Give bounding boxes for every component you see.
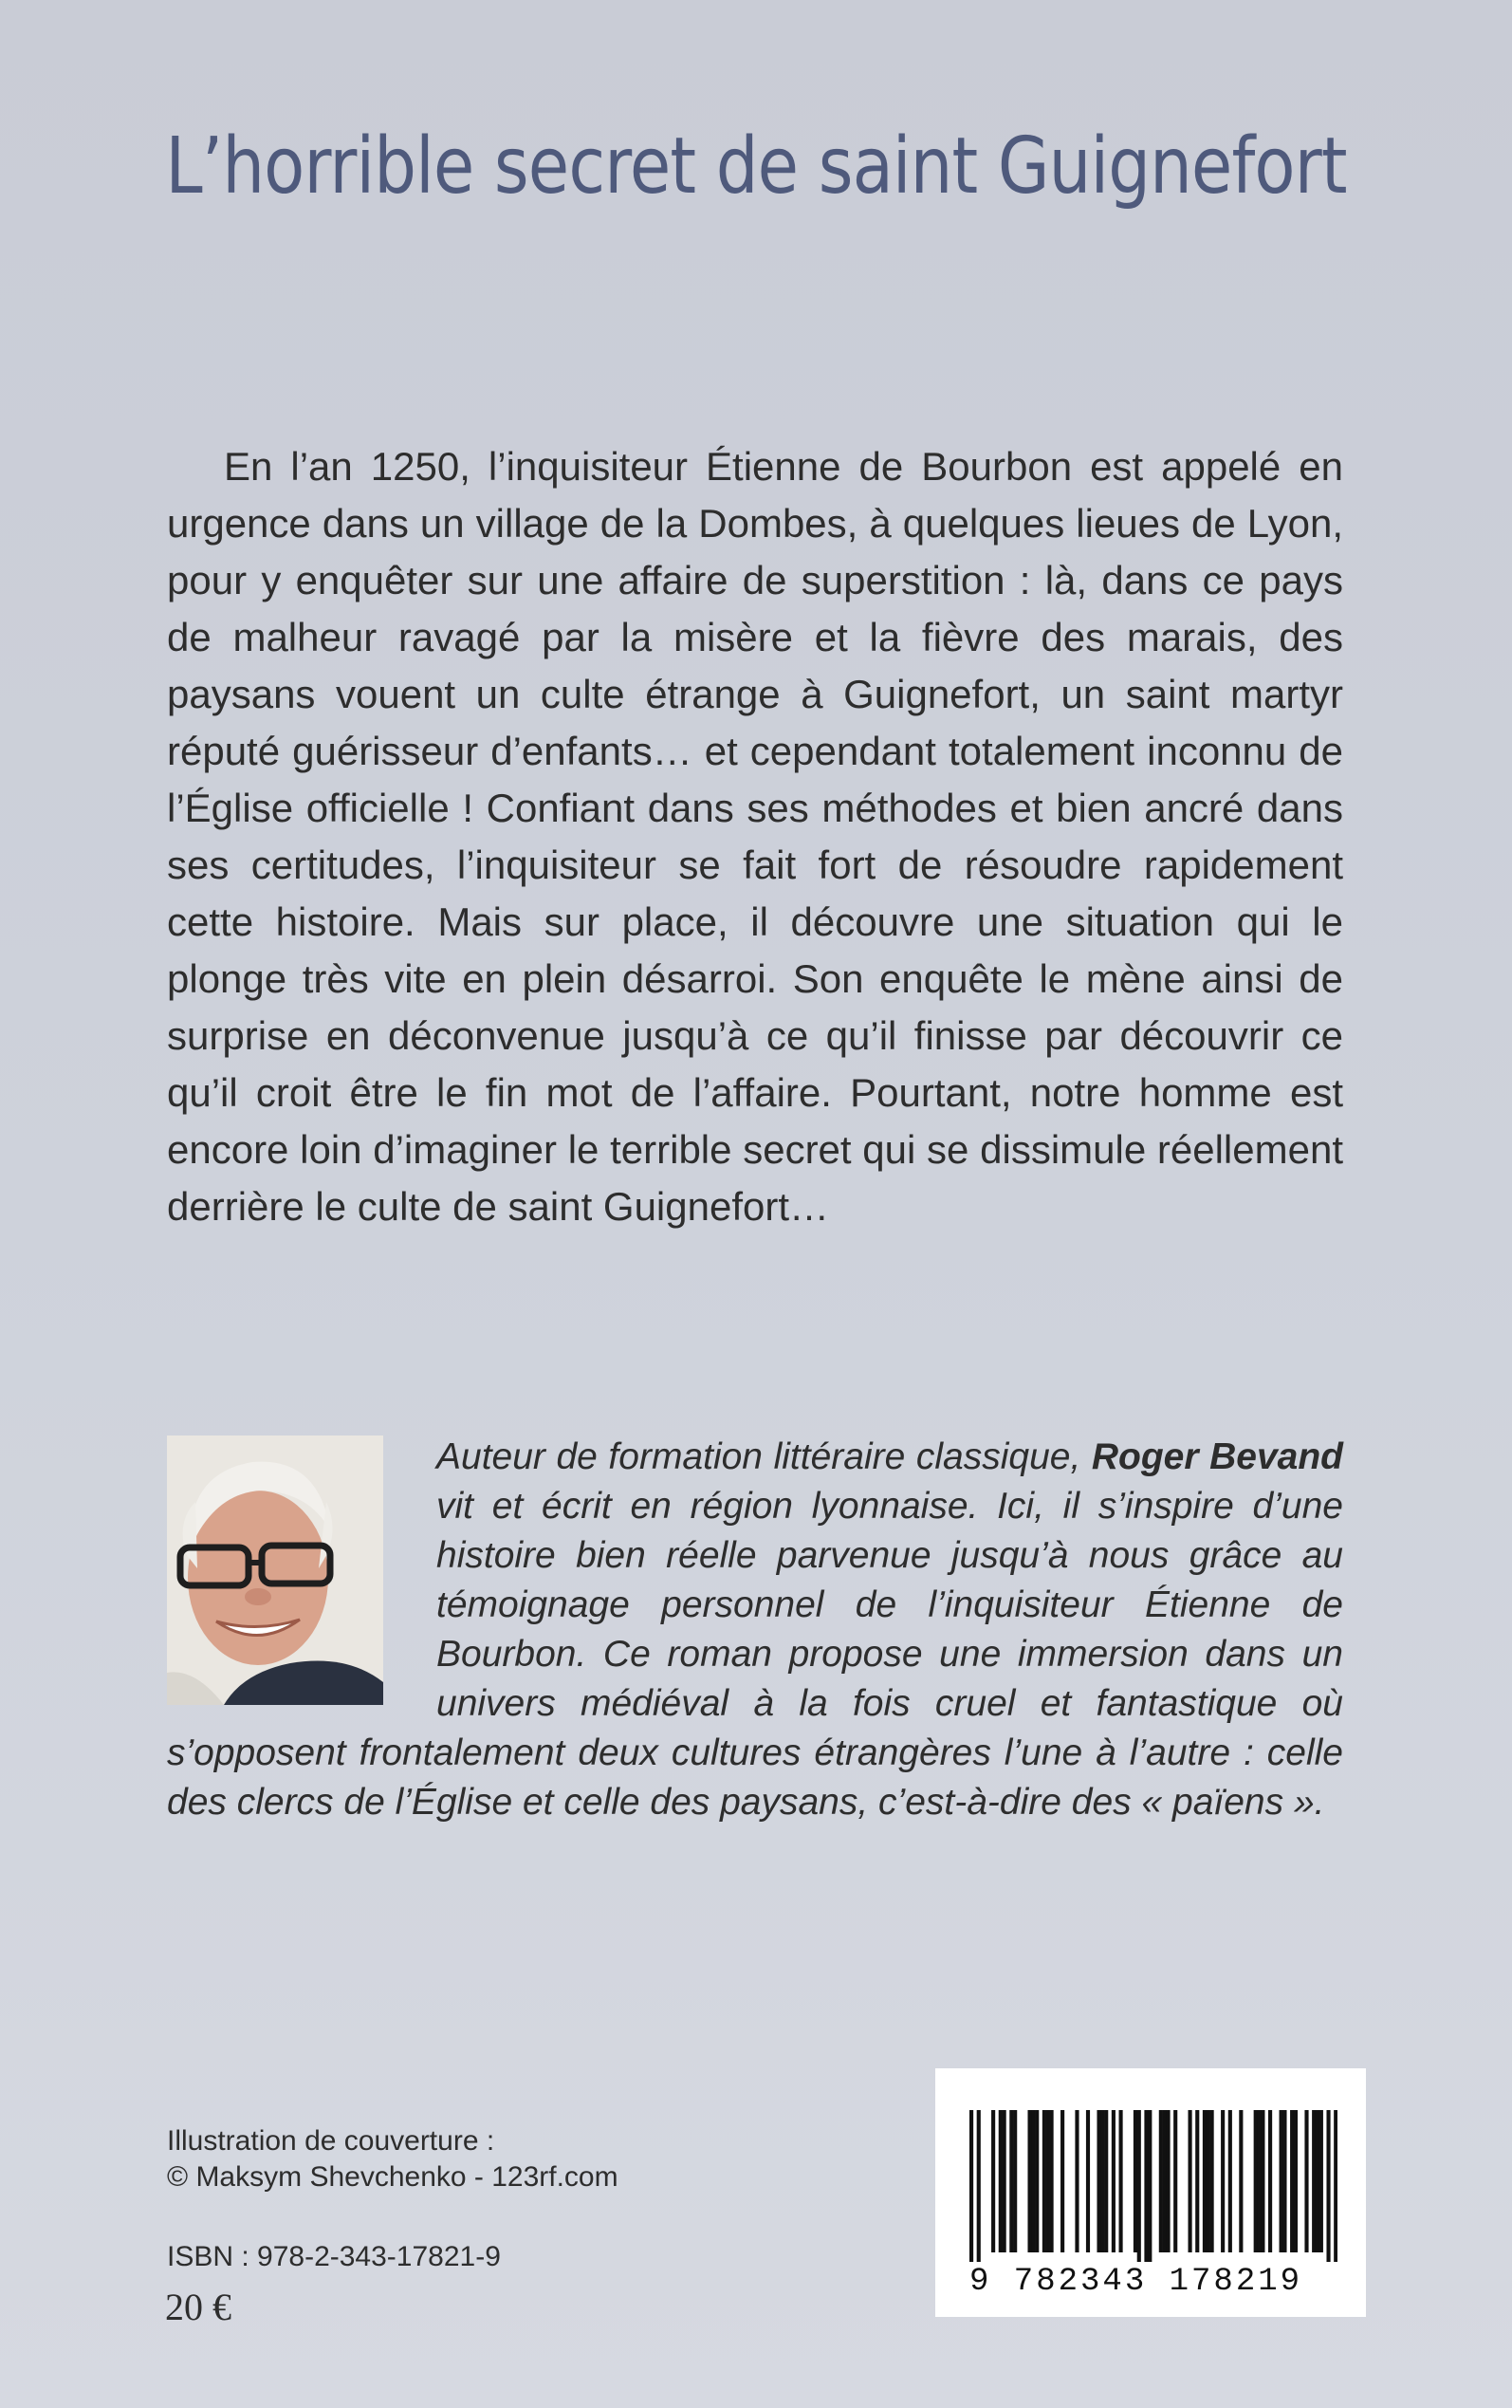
author-bio: [167, 1433, 1343, 1827]
barcode-bar: [1137, 2110, 1141, 2262]
book-title: L’horrible secret de saint Guignefort: [165, 121, 1347, 212]
credits-label: Illustration de couverture :: [167, 2125, 495, 2157]
barcode-bar: [1050, 2110, 1054, 2252]
barcode-bar: [1210, 2110, 1214, 2252]
barcode-bar: [1312, 2110, 1316, 2252]
author-bio-intro: Auteur de formation littéraire classique,: [436, 1436, 1092, 1477]
author-bio-rest: vit et écrit en région lyonnaise. Ici, il s’inspire d’une histoire bien réelle parvenue jusqu’à nous grâce au témoignage personnel de l’inquisiteur Étienne de Bourbon. Ce roman propose une immersion dans un univers médiéval à la fois cruel et fantastique où s’opposent frontalement deux cultures étrangères l’une à l’autre : celle des clercs de l’Église et celle des paysans, c’est-à-dire des « païens ».: [167, 1486, 1343, 1823]
barcode-bar: [1046, 2110, 1050, 2252]
barcode-bar: [1144, 2110, 1148, 2262]
barcode-bar: [1195, 2110, 1199, 2252]
barcode-bar: [1159, 2110, 1163, 2252]
barcode-bar: [1003, 2110, 1006, 2252]
barcode-bar: [1104, 2110, 1108, 2252]
barcode-bar: [1268, 2110, 1272, 2252]
barcode-bar: [1228, 2110, 1232, 2252]
barcode-bar: [1119, 2110, 1123, 2252]
illustration-credits: [167, 2123, 618, 2195]
barcode-bar: [1134, 2110, 1137, 2252]
barcode-bar: [1035, 2110, 1039, 2252]
barcode-bar: [1334, 2110, 1337, 2262]
barcode-bar: [1166, 2110, 1170, 2252]
barcode-bar: [1163, 2110, 1167, 2252]
barcode-bar: [999, 2110, 1003, 2252]
barcode: [935, 2068, 1366, 2317]
barcode-bar: [1112, 2110, 1116, 2252]
barcode-bar: [1257, 2110, 1261, 2252]
barcode-bar: [1013, 2110, 1017, 2252]
barcode-bar: [1304, 2110, 1308, 2252]
barcode-bar: [1031, 2110, 1035, 2252]
barcode-bar: [1221, 2110, 1225, 2252]
author-name: Roger Bevand: [1091, 1436, 1343, 1477]
author-photo: [167, 1436, 383, 1705]
barcode-bar: [969, 2110, 973, 2262]
barcode-bar: [1254, 2110, 1258, 2252]
barcode-bar: [1203, 2110, 1207, 2252]
barcode-bar: [1060, 2110, 1064, 2252]
barcode-bar: [1261, 2110, 1264, 2252]
barcode-bars-icon: [969, 2110, 1337, 2262]
isbn: ISBN : 978-2-343-17821-9: [167, 2241, 501, 2272]
barcode-bar: [977, 2110, 981, 2262]
barcode-bar: [1294, 2110, 1298, 2252]
barcode-bar: [1326, 2110, 1330, 2262]
barcode-bar: [991, 2110, 995, 2252]
synopsis: En l’an 1250, l’inquisiteur Étienne de Bourbon est appelé en urgence dans un village de la Dombes, à quelques lieues de Lyon, pour y enquêter sur une affaire de superstition : là, dans ce pays de malheur ravagé par la misère et la fièvre des marais, des paysans vouent un culte étrange à Guignefort, un saint martyr réputé guérisseur d’enfants… et cependant totalement inconnu de l’Église officielle ! Confiant dans ses méthodes et bien ancré dans ses certitudes, l’inquisiteur se fait fort de résoudre rapidement cette histoire. Mais sur place, il découvre une situation qui le plonge très vite en plein désarroi. Son enquête le mène ainsi de surprise en déconvenue jusqu’à ce qu’il finisse par découvrir ce qu’il croit être le fin mot de l’affaire. Pourtant, notre homme est encore loin d’imaginer le terrible secret qui se dissimule réellement derrière le culte de saint Guignefort…: [167, 444, 1343, 1229]
barcode-digits: 9 782343 178219: [969, 2264, 1303, 2300]
barcode-bar: [1282, 2110, 1286, 2252]
barcode-bar: [1086, 2110, 1090, 2252]
barcode-bar: [1100, 2110, 1104, 2252]
barcode-bar: [1075, 2110, 1079, 2252]
barcode-bar: [1042, 2110, 1046, 2252]
barcode-bar: [1097, 2110, 1100, 2252]
barcode-bar: [1189, 2110, 1192, 2252]
barcode-bar: [1207, 2110, 1210, 2252]
barcode-bar: [1319, 2110, 1323, 2252]
barcode-bar: [1173, 2110, 1177, 2252]
barcode-bar: [1027, 2110, 1031, 2252]
barcode-bar: [1239, 2110, 1243, 2252]
credits-source: © Maksym Shevchenko - 123rf.com: [167, 2161, 618, 2193]
barcode-bar: [1290, 2110, 1294, 2252]
barcode-bar: [1316, 2110, 1319, 2252]
price: 20 €: [165, 2286, 231, 2328]
barcode-bar: [1148, 2110, 1152, 2262]
barcode-bar: [1009, 2110, 1013, 2252]
author-portrait-icon: [167, 1436, 383, 1705]
barcode-bar: [1280, 2110, 1283, 2252]
